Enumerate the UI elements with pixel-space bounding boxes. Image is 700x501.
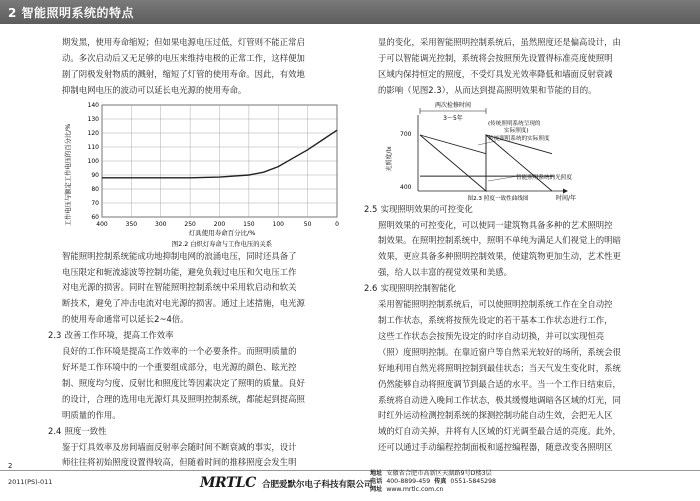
section-title: 照度一致性 [64, 425, 107, 436]
fax-label: 传真 [434, 478, 447, 485]
figure-caption: 图2.2 白炽灯寿命与工作电压的关系 [171, 240, 273, 248]
y-tick-label: 700 [400, 130, 412, 138]
text-line: 效果，更应具备多种照明控制效果，使建筑物更加生动，艺术性更 [378, 251, 621, 262]
section-title: 实现照明效果的可控变化 [380, 203, 473, 214]
x-tick-label: 150 [243, 220, 255, 228]
contact-block [370, 470, 496, 494]
text-line: 鉴于灯具效率及房间墙面反射率会随时间不断衰减的事实，设计 [62, 441, 297, 452]
section-number: 2.4 [48, 425, 62, 436]
chapter-header [0, 0, 700, 24]
text-line: 的影响（见图2.3），从而达到提高照明效果和节能的目的。 [378, 84, 597, 95]
text-line: 师往往将初始照度设置得较高，但随着时间的推移照度会发生明 [62, 457, 297, 468]
text-line: 智能照明控制系统能成功地抑制电网的浪涌电压，同时还具备了 [62, 250, 297, 261]
footer-divider [0, 470, 700, 471]
section-heading-2-5 [364, 202, 664, 218]
text-line: 于可以智能调光控制，系统将会按照预先设置得标准亮度使照明 [378, 52, 613, 63]
text-line: 还可以通过手动编程控制面板和遥控编程器，随意改变各照明区 [378, 442, 613, 453]
text-line: 区域内保持恒定的照度，不受灯具发光效率降低和墙面反射衰减 [378, 68, 613, 79]
left-column [48, 35, 362, 471]
text-line: 动。多次启动后又无足够的电压来维持电极的正常工作，这样便加 [62, 52, 305, 63]
x-tick-label: 50 [303, 220, 312, 228]
text-line: 仍然能够自动将照度调节到最合适的水平。当一个工作日结束后， [378, 378, 621, 389]
x-tick-label: 200 [213, 220, 226, 228]
text-line: 的使用寿命通常可以延长2~4倍。 [62, 314, 189, 325]
text-line: 强，给人以丰富的视觉效果和美感。 [378, 267, 512, 278]
section-heading-2-4 [48, 424, 362, 440]
chapter-title: 2 智能照明系统的特点 [8, 6, 135, 20]
annotation: (传统照明系统呈现的 [488, 120, 541, 127]
y-tick-label: 60 [91, 213, 99, 221]
x-tick-label: 350 [125, 220, 138, 228]
illuminance-consistency-chart [378, 99, 664, 202]
text-line: 抑制电网电压的波动可以延长电光源的使用寿命。 [62, 84, 247, 95]
text-line: 照明效果的可控变化，可以使同一建筑物具备多种的艺术照明控 [378, 219, 613, 230]
text-line: 良好的工作环境是提高工作效率的一个必要条件。而照明质量的 [62, 346, 297, 357]
text-line: （照）度照明控制。在靠近窗户等自然采光较好的场所，系统会很 [378, 346, 621, 357]
section-heading-2-3 [48, 328, 362, 344]
text-line: 明质量的作用。 [62, 409, 121, 420]
text-line: 显的变化，采用智能照明控制系统后，虽然照度还是偏高设计，由 [378, 37, 621, 47]
x-tick-label: 400 [96, 220, 108, 228]
x-tick-label: 100 [272, 220, 284, 228]
y-tick-label: 400 [400, 183, 412, 191]
x-tick-label: 0 [335, 220, 339, 228]
section-number: 2.3 [48, 330, 62, 341]
address: 安徽省合肥市高新区天湖路9号D楼3层 [386, 470, 492, 477]
text-line: 好坏是工作环境中的一个重要组成部分，电光源的颜色、眩光控 [62, 361, 297, 372]
text-line: 制、照度均匀度、反射比和照度比等因素决定了照明的质量。良好 [62, 377, 305, 388]
y-tick-label: 140 [87, 101, 99, 109]
section-title: 实现照明控制智能化 [380, 283, 457, 294]
text-line: 时红外运动检测控制系统的探测控制功能自动生效，会把无人区 [378, 410, 613, 421]
right-column [364, 35, 664, 456]
text-line: 这些工作状态会按预先设定的时序自动切换，并可以实现恒亮 [378, 330, 605, 341]
annotation: 智能照明系统的光照度 [516, 174, 572, 181]
figure-2-3 [378, 99, 664, 202]
text-line: 的设计，合理的选用电光源灯具及照明控制系统，都能起到提高照 [62, 393, 305, 404]
y-tick-label: 110 [87, 143, 99, 151]
text-line: 制工作状态，系统将按预先设定的若干基本工作状态进行工作， [378, 314, 613, 325]
figure-caption: 图2.3 照度一致性曲线图 [467, 195, 529, 202]
address-label: 地址 [370, 470, 383, 477]
page-number: 2 [8, 462, 13, 470]
text-line: 制效果。在照明控制系统中，照明不单纯为满足人们视觉上的明暗 [378, 235, 621, 246]
y-tick-label: 80 [91, 185, 99, 193]
x-axis-label: 时间/年 [555, 194, 577, 202]
text-line: 期发黑，使用寿命缩短；但如果电源电压过低，灯管则不能正常启 [62, 37, 305, 47]
y-tick-label: 130 [87, 115, 99, 123]
lifespan-voltage-chart [62, 99, 362, 249]
section-number: 2.5 [364, 203, 378, 214]
website-link[interactable]: www.mrtlc.com.cn [386, 486, 444, 493]
text-line: 断技术，避免了冲击电流对电光源的损害。通过上述措施，电光源 [62, 298, 305, 309]
y-tick-label: 70 [91, 199, 99, 207]
annotation: 实际照度) [504, 127, 529, 134]
x-axis-arrow-icon [563, 188, 568, 193]
fax: 0551-5845298 [450, 478, 496, 485]
section-number: 2.6 [364, 283, 378, 294]
text-line: 剧了阴极发射物质的溅射，缩短了灯管的使用寿命。因此，有效地 [62, 68, 305, 79]
company-logo: MRTLC [200, 475, 256, 491]
y-axis-label: 光照度/lx [386, 146, 393, 172]
y-axis-label: 工作电压与额定工作电压的百分比/% [65, 123, 72, 226]
x-tick-label: 300 [155, 220, 167, 228]
y-tick-label: 120 [87, 129, 99, 137]
chart2-top-label: 两次检修时间 [434, 101, 472, 109]
figure-2-2 [62, 99, 362, 249]
text-line: 域的灯自动关掉，并将有人区域的灯光调至最合适的亮度。此外， [378, 426, 621, 437]
y-tick-label: 90 [91, 171, 99, 179]
y-tick-label: 100 [87, 157, 99, 165]
annotation: 传统照明系统的实际照度 [488, 135, 550, 142]
document-code: 2011(PS)-011 [8, 478, 53, 486]
annotation-leader [478, 141, 496, 145]
website-label: 网址 [370, 486, 383, 493]
x-axis-label: 灯具使用寿命百分比/% [188, 228, 256, 237]
text-line: 系统将自动进入晚间工作状态，极其缓慢地调暗各区域的灯光，同 [378, 394, 621, 405]
section-heading-2-6 [364, 281, 664, 297]
company-name: 合肥爱默尔电子科技有限公司 [262, 480, 373, 490]
x-tick-label: 250 [184, 220, 196, 228]
annotation-leader [488, 176, 518, 181]
text-line: 采用智能照明控制系统后，可以使照明控制系统工作在全自动控 [378, 299, 613, 310]
section-title: 改善工作环境，提高工作效率 [64, 330, 174, 341]
text-line: 好地利用自然光将照明控制到最佳状态；当天气发生变化时，系统 [378, 362, 621, 373]
phone: 400-8899-459 [386, 478, 431, 485]
text-line: 对电光源的损害。同时在智能照明控制系统中采用软启动和软关 [62, 282, 297, 293]
phone-label: 电话 [370, 478, 383, 485]
text-line: 电压限定和轭流滤波等控制功能，避免负载过电压和欠电压工作 [62, 266, 297, 277]
interval-label: 3～5年 [443, 114, 463, 122]
